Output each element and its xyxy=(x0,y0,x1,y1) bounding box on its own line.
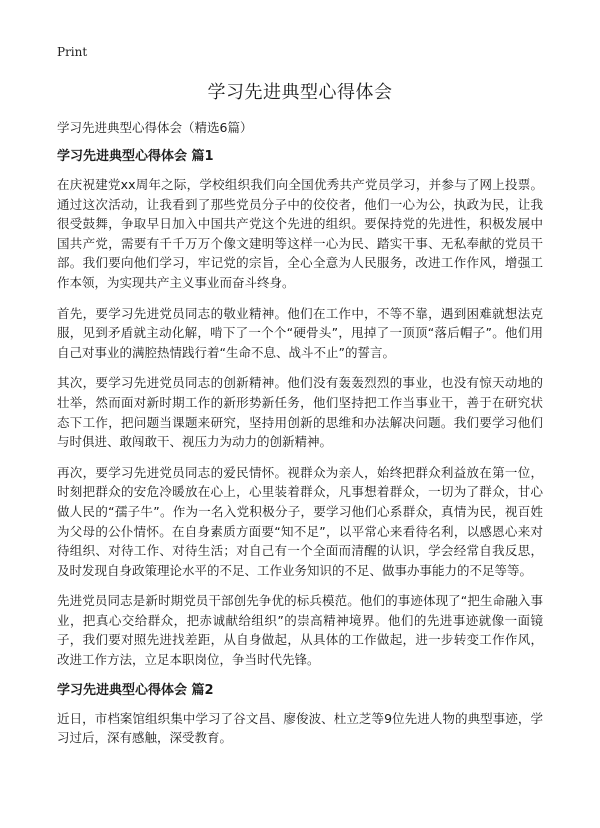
document-body xyxy=(57,118,543,759)
print-button[interactable]: Print xyxy=(57,45,88,59)
document-subtitle: 学习先进典型心得体会（精选6篇） xyxy=(57,120,253,135)
paragraph: 首先，要学习先进党员同志的敬业精神。他们在工作中，不等不靠，遇到困难就想法克服，见到矛盾就主动化解，啃下了一个个“硬骨头”，甩掉了一顶顶“落后帽子”。他们用自己对事业的满腔热情践行着“生命不息、战斗不止”的誓言。 xyxy=(57,305,543,360)
paragraph: 在庆祝建党xx周年之际，学校组织我们向全国优秀共产党员学习，并参与了网上投票。通过这次活动，让我看到了那些党员分子中的佼佼者，他们一心为公，执政为民，让我很受鼓舞，争取早日加入中国共产党这个先进的组织。要保持党的先进性，积极发展中国共产党，需要有千千万万个像文建明等这样一心为民、踏实干事、无私奉献的党员干部。我们要向他们学习，牢记党的宗旨，全心全意为人民服务，改进工作作风，增强工作本领，为实现共产主义事业而奋斗终身。 xyxy=(57,177,543,290)
paragraph: 其次，要学习先进党员同志的创新精神。他们没有轰轰烈烈的事业，也没有惊天动地的壮举，然而面对新时期工作的新形势新任务，他们坚持把工作当事业干，善于在研究状态下工作，把问题当课题来研究，坚持用创新的思维和办法解决问题。我们要学习他们与时俱进、敢闯敢干、视压力为动力的创新精神。 xyxy=(57,375,543,450)
paragraph: 先进党员同志是新时期党员干部创先争优的标兵模范。他们的事迹体现了“把生命融入事业，把真心交给群众，把赤诚献给组织”的崇高精神境界。他们的先进事迹就像一面镜子，我们要对照先进找差距，从自身做起，从具体的工作做起，进一步转变工作作风，改进工作方法，立足本职岗位，争当时代先锋。 xyxy=(57,593,543,668)
paragraph: 再次，要学习先进党员同志的爱民情怀。视群众为亲人，始终把群众利益放在第一位，时刻把群众的安危冷暖放在心上，心里装着群众，凡事想着群众，一切为了群众，甘心做人民的“孺子牛”。作为一名入党积极分子，要学习他们心系群众，真情为民，视百姓为父母的公仆情怀。在自身素质方面要“知不足”，以平常心来看待名利，以感恩心来对待组织、对待工作、对待生活；对自己有一个全面而清醒的认识，学会经常自我反思，及时发现自身政策理论水平的不足、工作业务知识的不足、做事办事能力的不足等等。 xyxy=(57,464,543,578)
section-2 xyxy=(57,681,543,748)
paragraph: 近日，市档案馆组织集中学习了谷文昌、廖俊波、杜立芝等9位先进人物的典型事迹，学习过后，深有感触，深受教育。 xyxy=(57,710,543,746)
section-1 xyxy=(57,147,543,670)
page-title: 学习先进典型心得体会 xyxy=(207,82,393,103)
section-heading: 学习先进典型心得体会 篇2 xyxy=(57,682,214,698)
section-heading: 学习先进典型心得体会 篇1 xyxy=(57,149,214,164)
